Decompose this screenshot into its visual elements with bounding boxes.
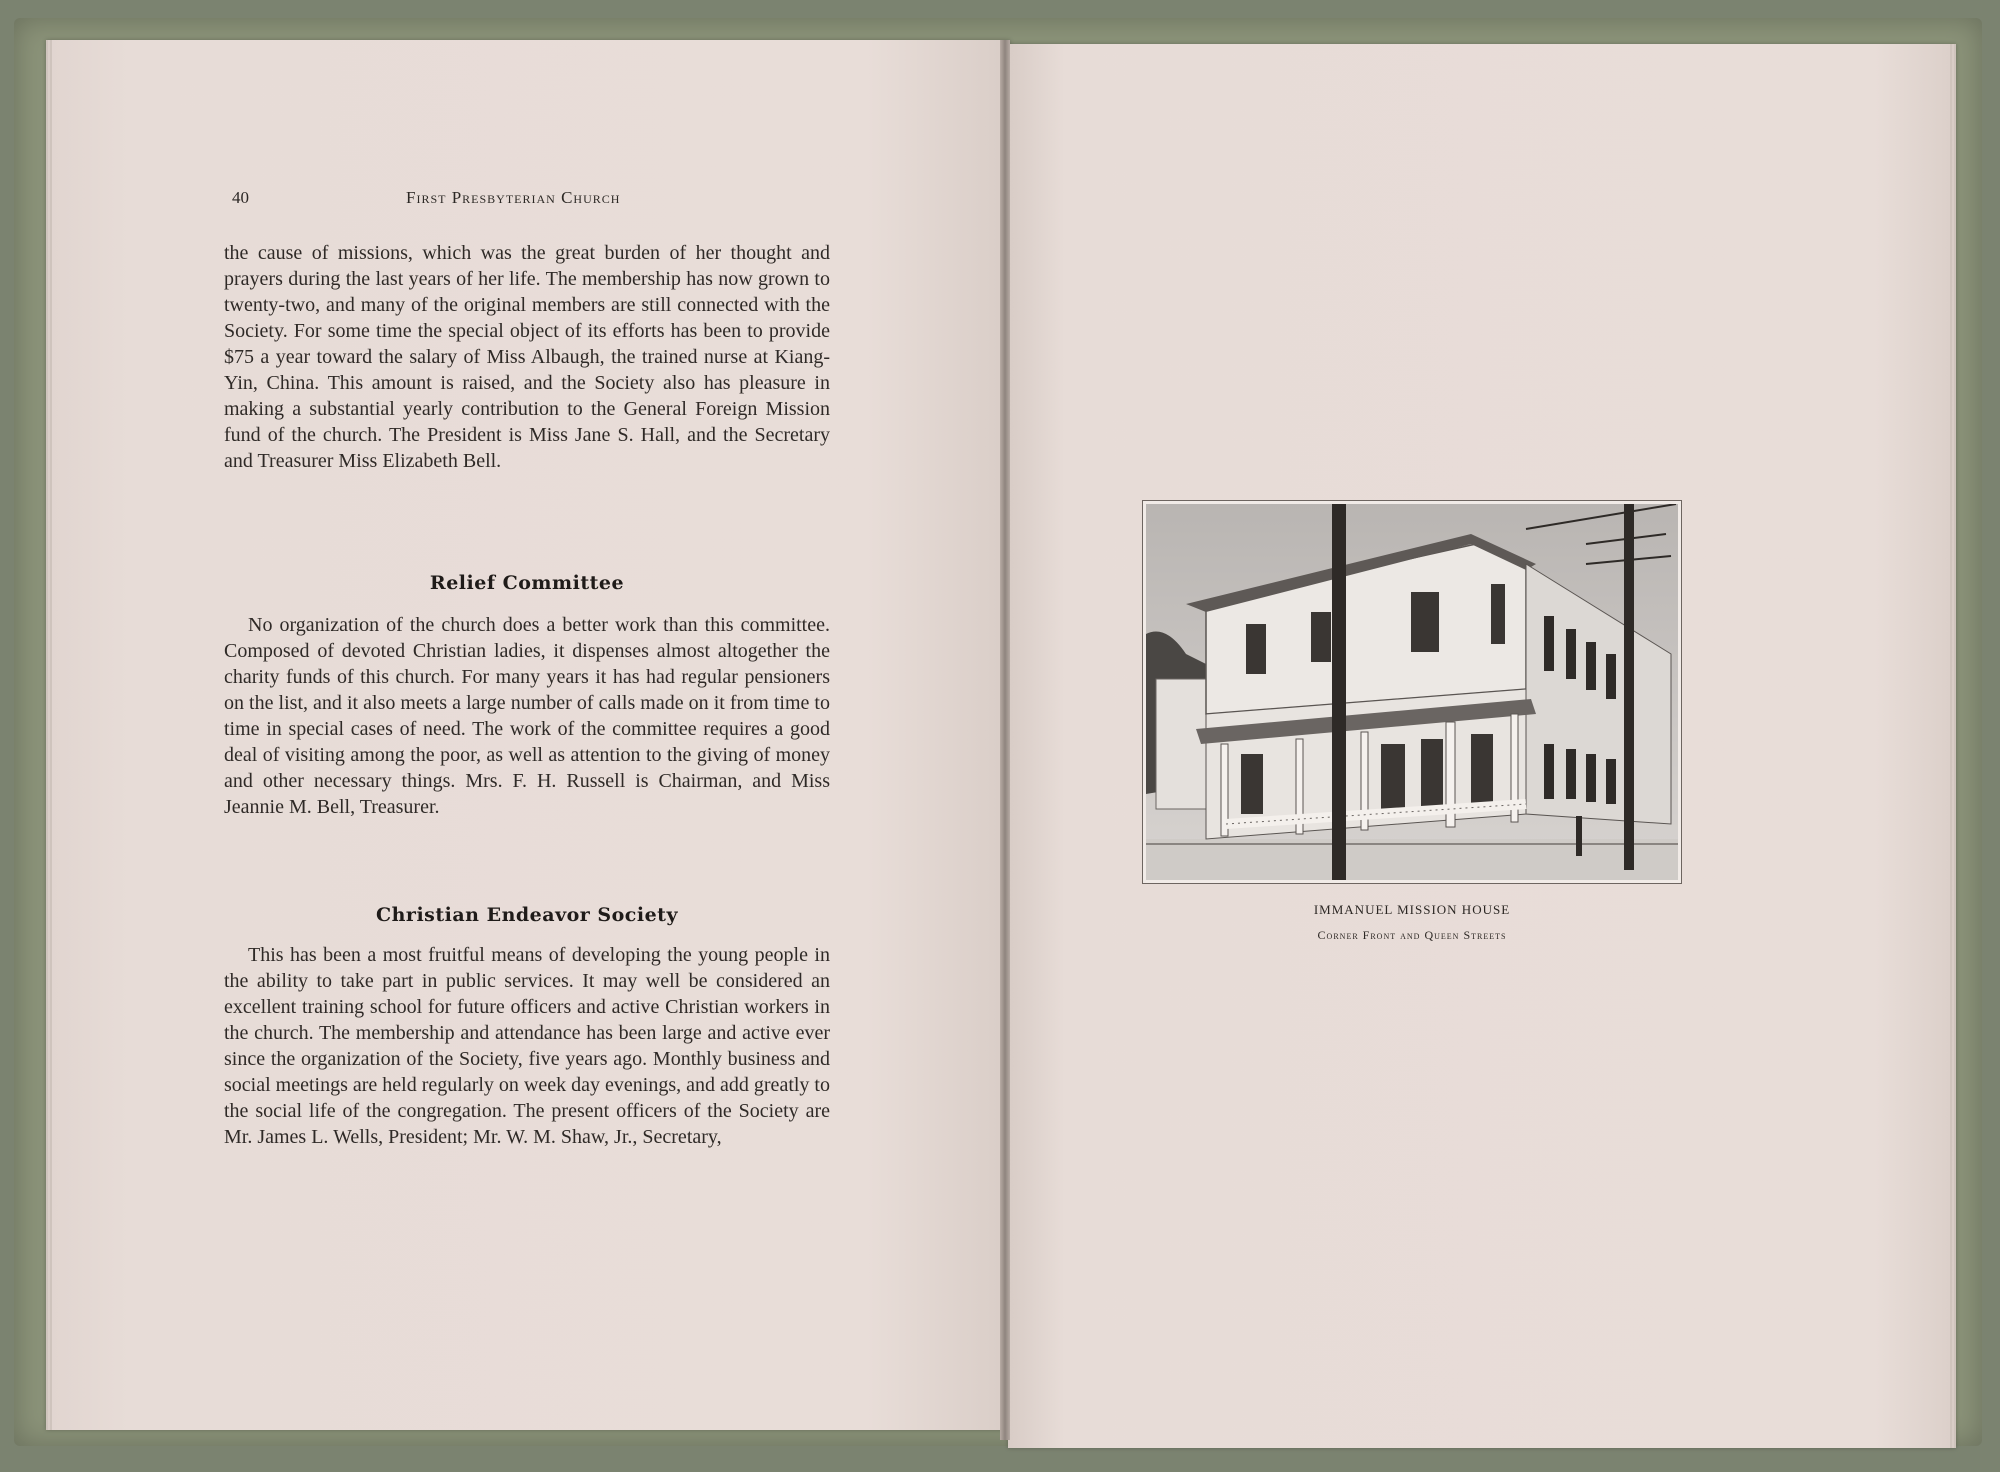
- relief-paragraph: No organization of the church does a better work than this committee. Composed of devoted Christian ladies, it dispenses almost altogether the charity funds of this church. For many years it has had regular pensioners on the list, and it also meets a large number of calls made on it from time to time in special cases of need. The work of the committee requires a good deal of visiting among the poor, as well as attention to the giving of money and other necessary things. Mrs. F. H. Russell is Chairman, and Miss Jeannie M. Bell, Treasurer.: [224, 614, 830, 818]
- mission-house-photo: [1142, 500, 1682, 884]
- running-head: [232, 188, 672, 208]
- running-title: First Presbyterian Church: [406, 188, 621, 207]
- relief-paragraph-block: [224, 612, 830, 820]
- christian-endeavor-paragraph: This has been a most fruitful means of developing the young people in the ability to take part in public services. It may well be considered an excellent training school for future officers and active Christian workers in the church. The membership and attendance has been large and active ever since the organization of the Society, five years ago. Monthly business and social meetings are held regularly on week day evenings, and add greatly to the social life of the congregation. The present officers of the Society are Mr. James L. Wells, President; Mr. W. M. Shaw, Jr., Secretary,: [224, 944, 830, 1148]
- intro-paragraph: the cause of missions, which was the great burden of her thought and prayers during the last years of her life. The membership has now grown to twenty-two, and many of the original members are still connected with the Society. For some time the special object of its efforts has been to provide $75 a year toward the salary of Miss Albaugh, the trained nurse at Kiang-Yin, China. This amount is raised, and the Society also has pleasure in making a substantial yearly contribution to the General Foreign Mission fund of the church. The President is Miss Jane S. Hall, and the Secretary and Treasurer Miss Elizabeth Bell.: [224, 242, 830, 472]
- photo-caption: IMMANUEL MISSION HOUSE: [1313, 902, 1511, 917]
- christian-endeavor-paragraph-block: [224, 942, 830, 1150]
- photo-subcaption: Corner Front and Queen Streets: [1317, 928, 1507, 942]
- section-heading-relief: Relief Committee: [429, 572, 625, 594]
- mission-house-illustration: [1146, 504, 1678, 880]
- book-gutter: [1000, 40, 1010, 1440]
- page-number: 40: [232, 188, 249, 207]
- section-heading-christian-endeavor: Christian Endeavor Society: [376, 904, 678, 926]
- intro-paragraph-block: [224, 240, 830, 474]
